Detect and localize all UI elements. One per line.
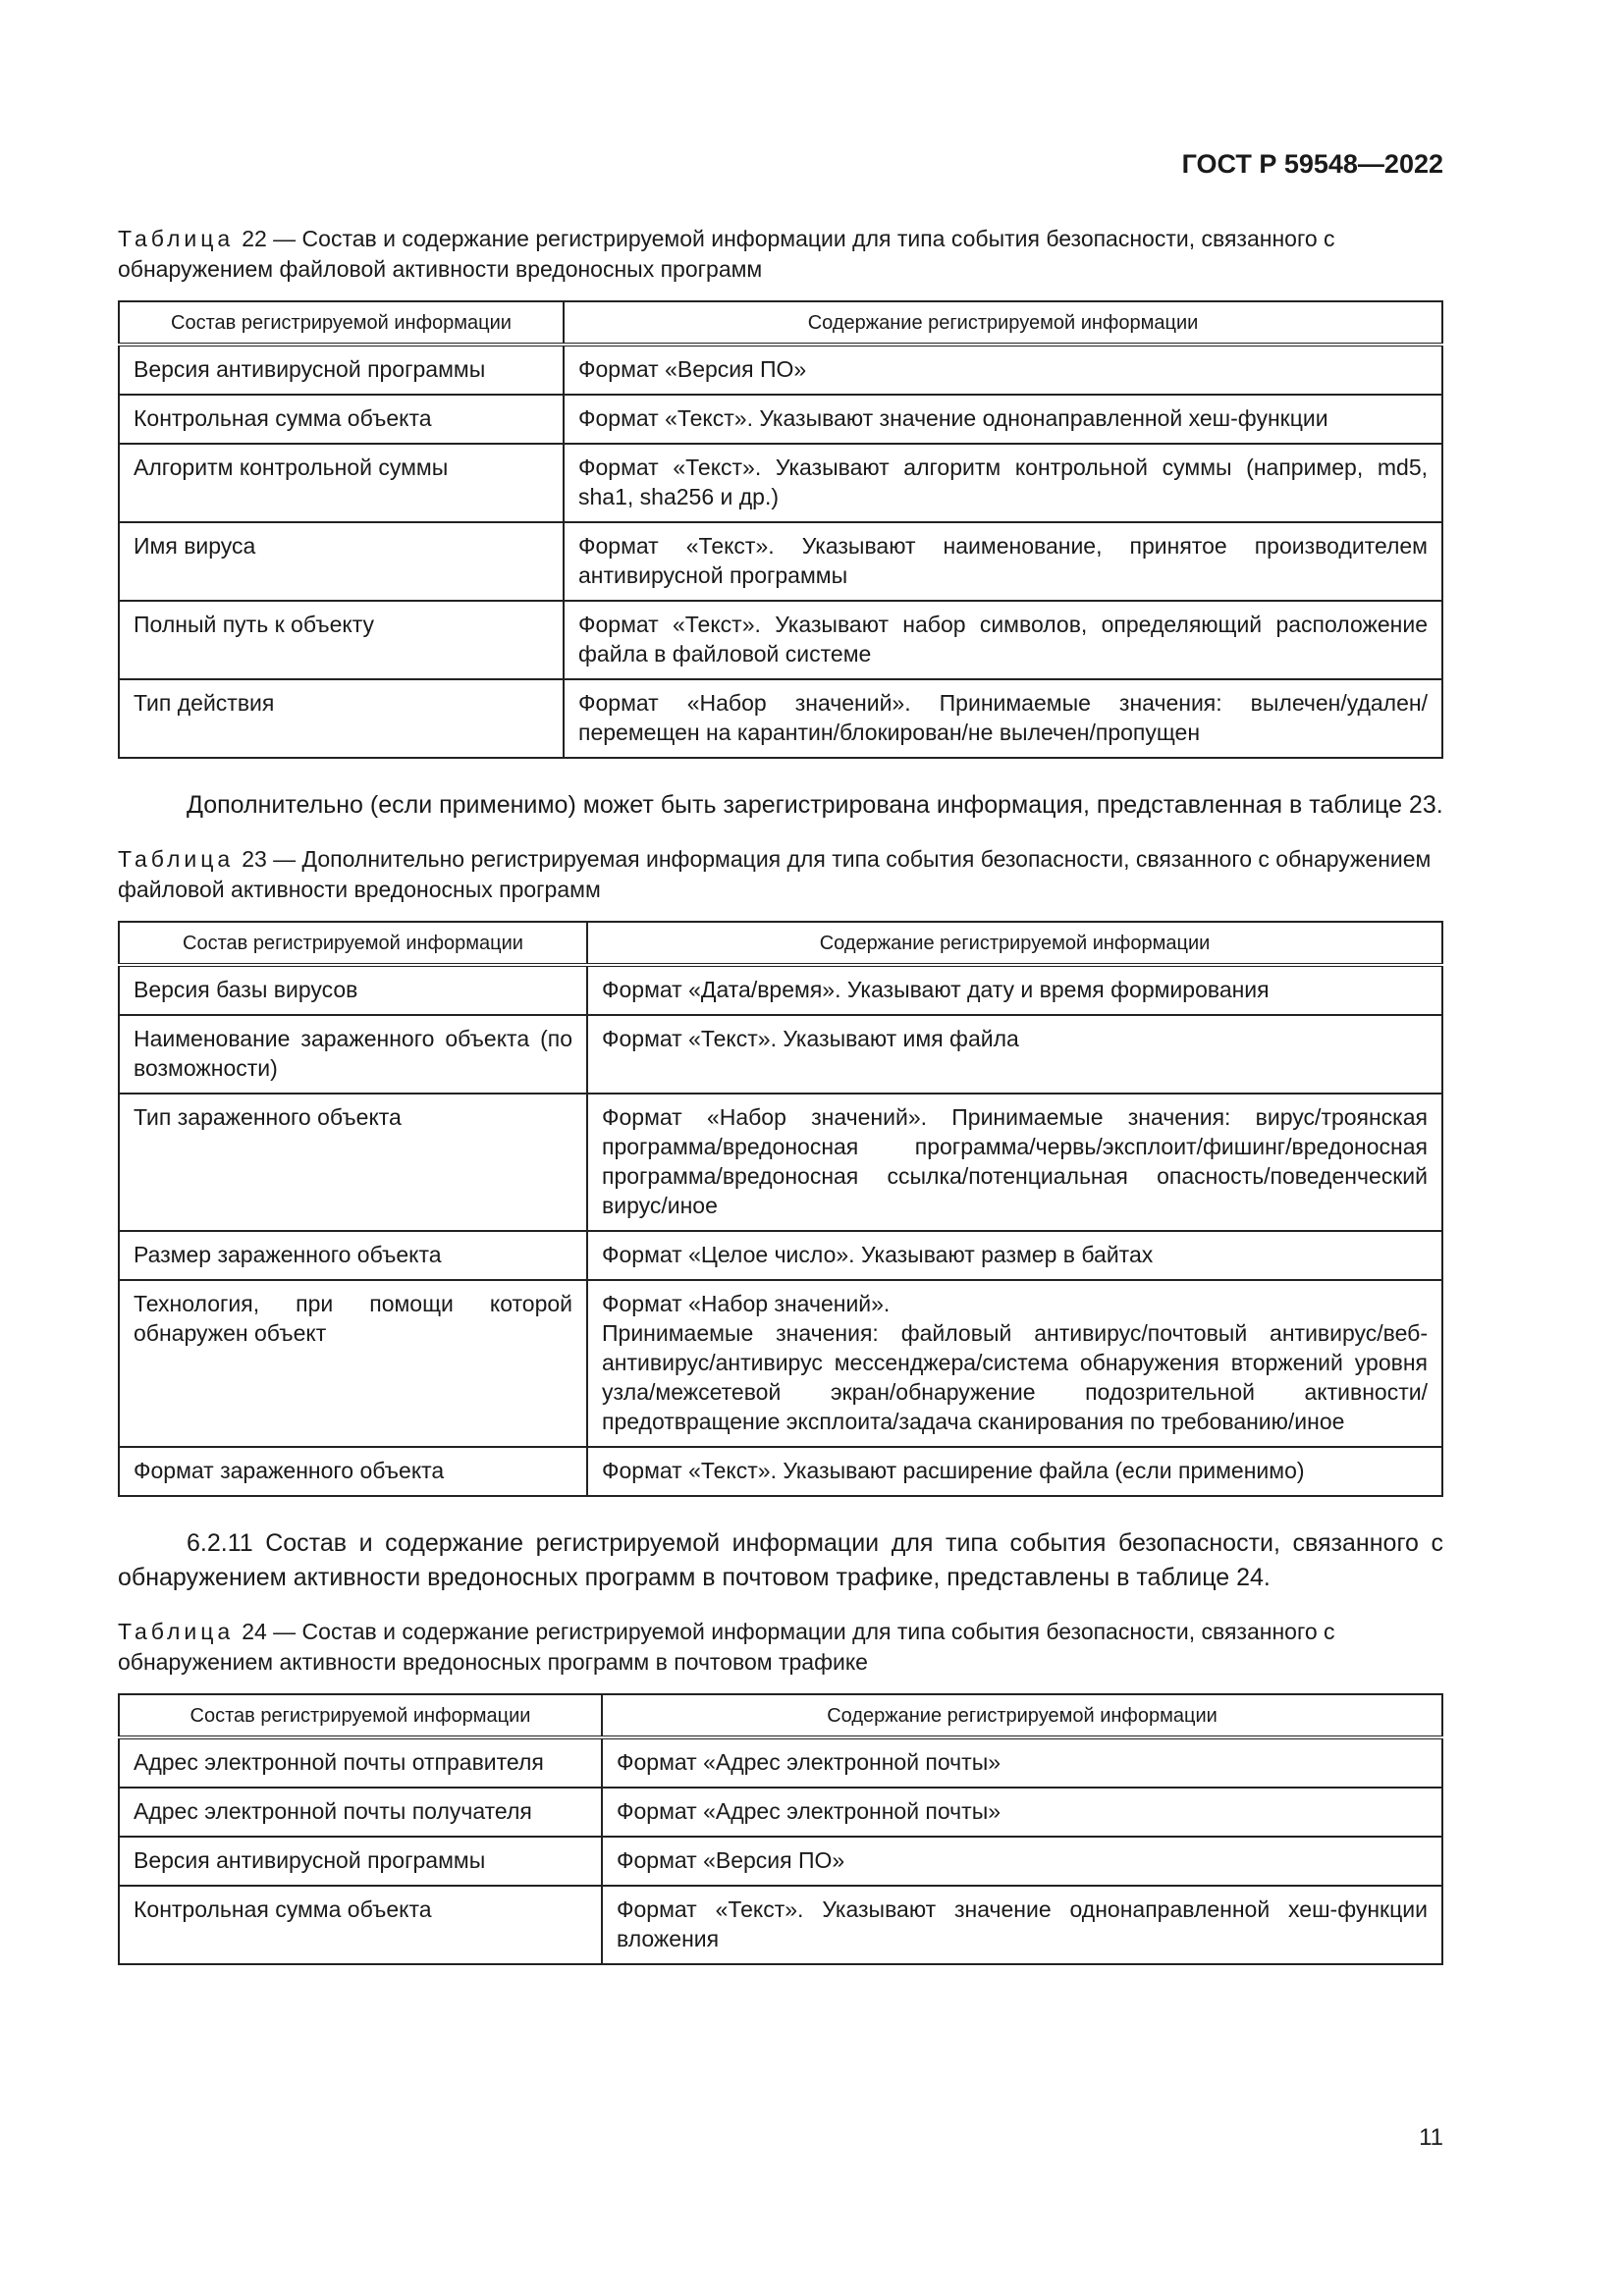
table-row bbox=[119, 679, 1442, 758]
table-cell: Полный путь к объекту bbox=[119, 601, 564, 679]
table-cell: Алгоритм контрольной суммы bbox=[119, 444, 564, 522]
table-24-caption bbox=[118, 1617, 1443, 1678]
table-row bbox=[119, 1837, 1442, 1886]
column-header: Состав регистрируемой информации bbox=[119, 301, 564, 345]
table-cell: Формат «Текст». Указывают имя файла bbox=[587, 1015, 1442, 1094]
table-header-row bbox=[119, 922, 1442, 965]
table-cell: Технология, при помощи которой обнаружен объект bbox=[119, 1280, 587, 1447]
table-row bbox=[119, 1094, 1442, 1231]
table-cell: Контрольная сумма объекта bbox=[119, 1886, 602, 1964]
paragraph: Дополнительно (если применимо) может быть зарегистрирована информация, представленная в таблице 23. bbox=[187, 791, 1443, 819]
table-row bbox=[119, 1231, 1442, 1280]
table-cell: Формат «Версия ПО» bbox=[564, 345, 1442, 395]
table-cell: Формат «Адрес электронной почты» bbox=[602, 1788, 1442, 1837]
table-row bbox=[119, 1886, 1442, 1964]
page-number: 11 bbox=[1419, 2124, 1443, 2151]
column-header: Состав регистрируемой информации bbox=[119, 922, 587, 965]
column-header: Содержание регистрируемой информации bbox=[564, 301, 1442, 345]
table-row bbox=[119, 1015, 1442, 1094]
table-label: Таблица bbox=[118, 1619, 235, 1644]
table-label: Таблица bbox=[118, 846, 235, 872]
table-cell: Версия антивирусной программы bbox=[119, 345, 564, 395]
table-23-caption bbox=[118, 844, 1443, 905]
table-23 bbox=[118, 921, 1443, 1497]
table-row bbox=[119, 395, 1442, 444]
table-cell: Наименование зараженного объекта (по возможности) bbox=[119, 1015, 587, 1094]
table-row bbox=[119, 1737, 1442, 1788]
table-cell: Формат зараженного объекта bbox=[119, 1447, 587, 1496]
table-cell: Адрес электронной почты отправителя bbox=[119, 1737, 602, 1788]
table-cell: Тип действия bbox=[119, 679, 564, 758]
table-caption-text: 24 — Состав и содержание регистрируемой информации для типа события безопасности, связанного с обнаружением активности вредоносных программ в почтовом трафике bbox=[118, 1619, 1335, 1675]
table-cell: Формат «Текст». Указывают наименование, принятое производителем антивирусной программы bbox=[564, 522, 1442, 601]
table-cell: Имя вируса bbox=[119, 522, 564, 601]
table-header-row bbox=[119, 301, 1442, 345]
table-cell: Формат «Версия ПО» bbox=[602, 1837, 1442, 1886]
table-cell: Формат «Текст». Указывают расширение файла (если применимо) bbox=[587, 1447, 1442, 1496]
table-cell: Тип зараженного объекта bbox=[119, 1094, 587, 1231]
document-header: ГОСТ Р 59548—2022 bbox=[1181, 149, 1443, 179]
table-row bbox=[119, 1788, 1442, 1837]
table-cell bbox=[587, 1280, 1442, 1447]
table-cell: Контрольная сумма объекта bbox=[119, 395, 564, 444]
table-label: Таблица bbox=[118, 226, 235, 251]
table-cell: Формат «Текст». Указывают значение однонаправленной хеш-функции bbox=[564, 395, 1442, 444]
table-row bbox=[119, 345, 1442, 395]
table-cell: Формат «Дата/время». Указывают дату и время формирования bbox=[587, 965, 1442, 1015]
table-cell: Адрес электронной почты получателя bbox=[119, 1788, 602, 1837]
table-row bbox=[119, 1280, 1442, 1447]
table-row bbox=[119, 601, 1442, 679]
table-row bbox=[119, 522, 1442, 601]
cell-line: Принимаемые значения: файловый антивирус/почтовый антивирус/веб-антивирус/антивирус мессенджера/система обнаружения вторжений уровня узла/межсетевой экран/обнаружение подозрительной активности/предотвращение эксплоита/задача сканирования по требованию/иное bbox=[602, 1320, 1428, 1434]
column-header: Состав регистрируемой информации bbox=[119, 1694, 602, 1737]
table-22-caption bbox=[118, 224, 1443, 285]
paragraph: 6.2.11 Состав и содержание регистрируемой информации для типа события безопасности, связанного с обнаружением активности вредоносных программ в почтовом трафике, представлены в таблице 24. bbox=[118, 1529, 1443, 1591]
table-cell: Формат «Текст». Указывают алгоритм контрольной суммы (например, md5, sha1, sha256 и др.) bbox=[564, 444, 1442, 522]
table-22 bbox=[118, 300, 1443, 759]
table-cell: Формат «Адрес электронной почты» bbox=[602, 1737, 1442, 1788]
table-row bbox=[119, 444, 1442, 522]
table-cell: Формат «Набор значений». Принимаемые значения: вирус/троянская программа/вредоносная программа/червь/эксплоит/фишинг/вредоносная программа/вредоносная ссылка/потенциальная опасность/поведенческий вирус/иное bbox=[587, 1094, 1442, 1231]
table-cell: Формат «Целое число». Указывают размер в байтах bbox=[587, 1231, 1442, 1280]
column-header: Содержание регистрируемой информации bbox=[602, 1694, 1442, 1737]
page-content bbox=[118, 224, 1443, 1995]
table-24 bbox=[118, 1693, 1443, 1965]
table-cell: Версия базы вирусов bbox=[119, 965, 587, 1015]
table-header-row bbox=[119, 1694, 1442, 1737]
table-cell: Формат «Текст». Указывают набор символов, определяющий расположение файла в файловой системе bbox=[564, 601, 1442, 679]
cell-line: Формат «Набор значений». bbox=[602, 1291, 891, 1316]
table-cell: Формат «Набор значений». Принимаемые значения: вылечен/удален/перемещен на карантин/блокирован/не вылечен/пропущен bbox=[564, 679, 1442, 758]
table-cell: Размер зараженного объекта bbox=[119, 1231, 587, 1280]
table-cell: Формат «Текст». Указывают значение однонаправленной хеш-функции вложения bbox=[602, 1886, 1442, 1964]
table-cell: Версия антивирусной программы bbox=[119, 1837, 602, 1886]
table-row bbox=[119, 965, 1442, 1015]
table-row bbox=[119, 1447, 1442, 1496]
column-header: Содержание регистрируемой информации bbox=[587, 922, 1442, 965]
table-caption-text: 22 — Состав и содержание регистрируемой информации для типа события безопасности, связанного с обнаружением файловой активности вредоносных программ bbox=[118, 226, 1335, 282]
table-caption-text: 23 — Дополнительно регистрируемая информация для типа события безопасности, связанного с обнаружением файловой активности вредоносных программ bbox=[118, 846, 1432, 902]
